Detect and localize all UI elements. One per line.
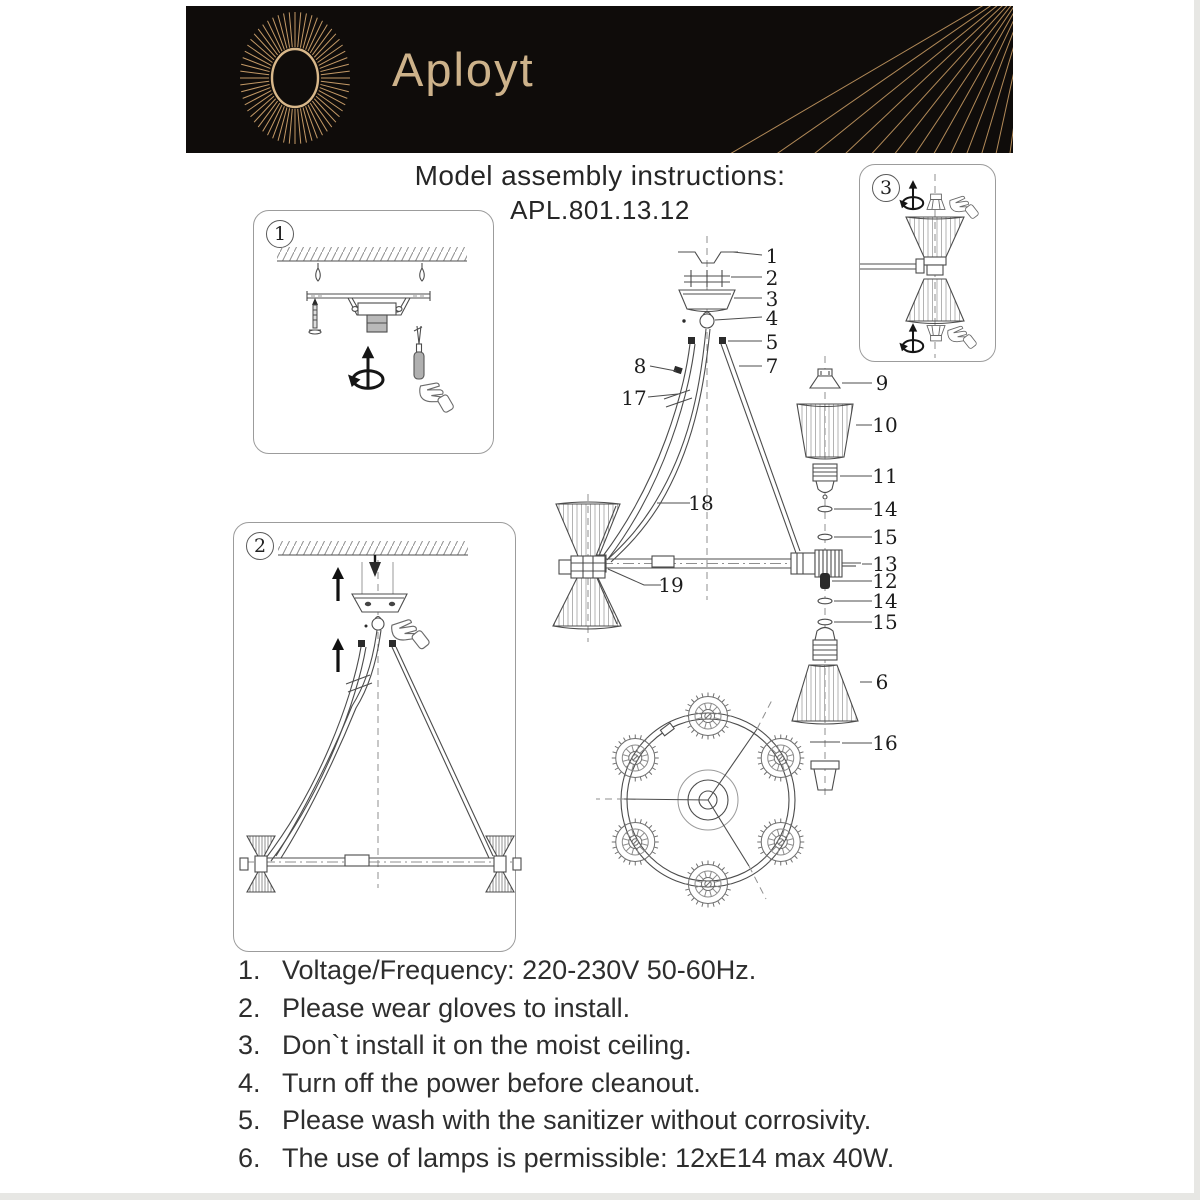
part-callout: 11 [872, 464, 898, 488]
note-item: 1. Voltage/Frequency: 220-230V 50-60Hz. [238, 955, 757, 985]
note-item: 3. Don`t install it on the moist ceiling. [238, 1030, 692, 1060]
part-callout: 14 [872, 497, 898, 521]
part-callout: 3 [765, 287, 779, 311]
model-number: APL.801.13.12 [510, 195, 690, 225]
note-item: 4. Turn off the power before cleanout. [238, 1067, 701, 1098]
part-callout: 15 [872, 525, 898, 549]
step-2-badge: 2 [246, 532, 274, 560]
safety-notes [238, 952, 894, 1177]
page-title: Model assembly instructions: [414, 160, 786, 191]
part-callout: 12 [872, 569, 898, 593]
note-item: 6. The use of lamps is permissible: 12xE14 max 40W. [238, 1142, 895, 1173]
note-item: 2. Please wear gloves to install. [238, 992, 631, 1023]
part-callout: 1 [765, 244, 779, 268]
part-callout: 6 [875, 670, 889, 694]
part-callout: 16 [872, 731, 898, 755]
step-3-badge: 3 [872, 174, 900, 202]
part-callout: 5 [765, 330, 779, 354]
part-callout: 7 [765, 354, 779, 378]
part-callout: 17 [621, 386, 647, 410]
part-callout: 10 [872, 413, 898, 437]
part-callout: 2 [765, 266, 779, 290]
part-callout: 4 [765, 306, 779, 330]
part-callout: 13 [872, 552, 898, 576]
step-1-badge: 1 [266, 220, 294, 248]
part-callout: 15 [872, 610, 898, 634]
note-item: 5. Please wash with the sanitizer without corrosivity. [238, 1105, 872, 1135]
part-callout: 19 [658, 573, 684, 597]
part-callout: 14 [872, 589, 898, 613]
part-callout: 8 [633, 354, 647, 378]
brand-name: Aployt [392, 43, 535, 96]
part-callout: 18 [688, 491, 714, 515]
part-callout: 9 [875, 371, 889, 395]
